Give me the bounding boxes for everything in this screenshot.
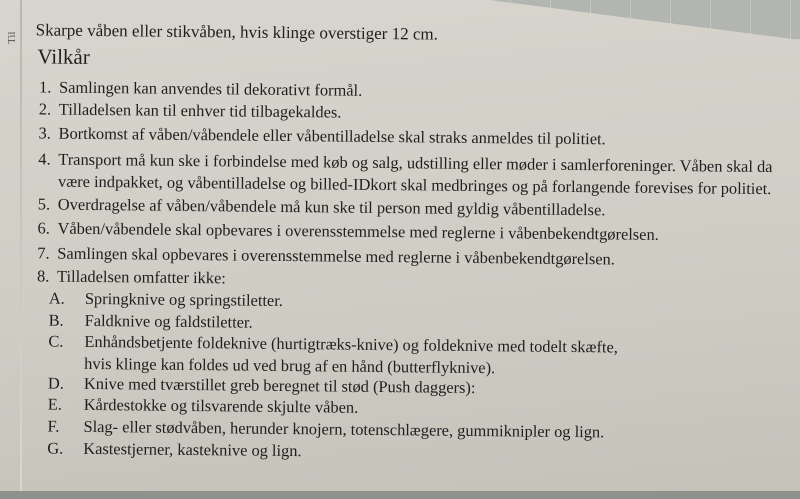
sub-item-text-continued: hvis klinge kan foldes ud ved brug af en hånd (butterflyknive). (84, 353, 496, 378)
sub-item-text: Kastestjerner, kasteknive og lign. (83, 438, 302, 461)
sub-item-text: Kårdestokke og tilsvarende skjulte våben. (83, 394, 359, 417)
item-number: 4. (38, 149, 51, 169)
sub-item-text: Knive med tværstillet greb beregnet til stød (Push daggers): (83, 373, 476, 397)
item-text: Våben/våbendele skal opbevares i overensstemmelse med reglerne i våbenbekendtgørelsen. (57, 218, 659, 244)
item-text: Bortkomst af våben/våbendele eller våbentilladelse skal straks anmeldes til politiet. (58, 123, 606, 149)
list-item (37, 265, 226, 289)
sub-item-text: Enhåndsbetjente foldeknive (hurtigtræks-knive) og foldeknive med todelt skæfte, (84, 331, 618, 357)
item-text: Samlingen skal opbevares i overensstemmelse med reglerne i våbenbekendtgørelsen. (57, 243, 615, 269)
item-number: 7. (37, 243, 50, 263)
sub-list-item (47, 438, 301, 463)
item-number: 3. (38, 123, 52, 143)
header-line: Skarpe våben eller stikvåben, hvis klinge overstiger 12 cm. (35, 20, 439, 44)
item-number: 2. (38, 99, 52, 119)
sub-item-letter: G. (47, 438, 64, 458)
edge-text: Til (6, 31, 18, 44)
sub-item-letter: D. (47, 373, 65, 393)
sub-item-text: Slag- eller stødvåben, herunder knojern, totenschlægere, gummiknipler og lign. (83, 416, 605, 442)
sub-list-item (49, 288, 283, 312)
list-item (38, 193, 606, 221)
item-text: Tilladelsen kan til enhver tid tilbagekaldes. (58, 99, 342, 122)
item-text: Samlingen kan anvendes til dekorativt formål. (58, 77, 363, 100)
section-title: Vilkår (37, 44, 90, 69)
sub-item-letter: C. (48, 331, 64, 351)
sub-item-text: Springknive og springstiletter. (84, 288, 284, 310)
item-text: Overdragelse af våben/våbendele må kun ske til person med gyldig våbentilladelse. (57, 194, 606, 220)
item-number: 5. (37, 194, 51, 214)
list-item (39, 98, 342, 123)
item-number: 8. (37, 266, 50, 286)
list-item (38, 122, 605, 150)
item-text: Transport må kun ske i forbindelse med køb og salg, udstilling eller møder i samlerforeninger. Våben skal da (58, 149, 773, 177)
item-text-continued: være indpakket, og våbentilladelse og billed-IDkort skal medbringes og på forlangende forevises for politiet. (58, 171, 772, 199)
item-text: Tilladelsen omfatter ikke: (57, 266, 226, 288)
item-number: 1. (38, 77, 52, 97)
list-item (37, 217, 658, 246)
sub-list-item (48, 394, 359, 419)
sub-item-text: Faldknive og faldstiletter. (84, 310, 253, 332)
list-item (38, 148, 773, 200)
sub-item-letter: B. (48, 310, 64, 330)
sub-item-letter: E. (47, 394, 62, 414)
sub-item-letter: F. (47, 416, 60, 436)
sub-item-letter: A. (48, 288, 65, 308)
item-number: 6. (37, 218, 51, 238)
